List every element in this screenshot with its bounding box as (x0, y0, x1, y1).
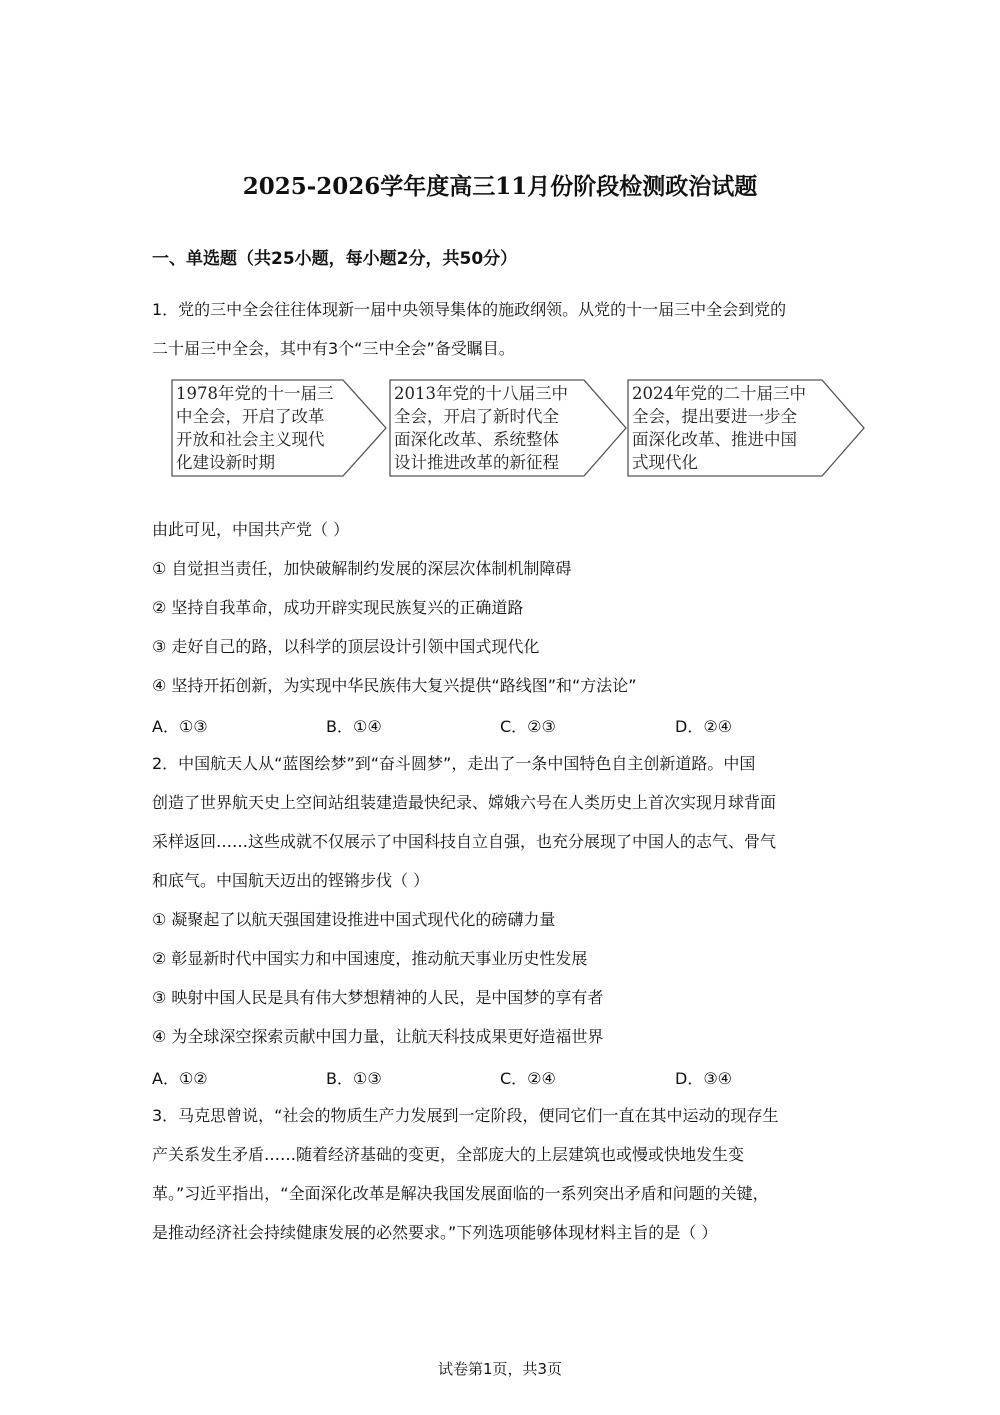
flow-box-3 (632, 382, 832, 474)
flow-box-2-line: 面深化改革、系统整体 (394, 430, 559, 449)
flow-box-1-line: 1978年党的十一届三 (176, 384, 334, 403)
q2-stem-line-3: 采样返回……这些成就不仅展示了中国科技自立自强，也充分展现了中国人的志气、骨气 (152, 832, 777, 851)
q2-item-4: ④ 为全球深空探索贡献中国力量，让航天科技成果更好造福世界 (152, 1027, 604, 1046)
q3-stem-line-4: 是推动经济社会持续健康发展的必然要求。”下列选项能够体现材料主旨的是（ ） (152, 1223, 718, 1242)
q1-option-b[interactable]: B．①④ (326, 717, 382, 736)
q1-option-c[interactable]: C．②③ (500, 717, 556, 736)
flow-box-1-line: 化建设新时期 (176, 453, 275, 472)
flow-box-2-line: 2013年党的十八届三中 (394, 384, 568, 403)
q2-stem-line-2: 创造了世界航天史上空间站组装建造最快纪录、嫦娥六号在人类历史上首次实现月球背面 (152, 793, 777, 812)
flow-box-3-line: 2024年党的二十届三中 (632, 384, 806, 403)
q2-stem-line-4: 和底气。中国航天迈出的铿锵步伐（ ） (152, 871, 430, 890)
q3-stem-line-3: 革。”习近平指出，“全面深化改革是解决我国发展面临的一系列突出矛盾和问题的关键， (152, 1184, 769, 1203)
q1-option-d[interactable]: D．②④ (675, 717, 733, 736)
flow-box-3-line: 面深化改革、推进中国 (632, 430, 797, 449)
q1-item-2: ② 坚持自我革命，成功开辟实现民族复兴的正确道路 (152, 598, 524, 617)
flow-box-1-line: 开放和社会主义现代 (176, 430, 325, 449)
flow-box-2-line: 全会，开启了新时代全 (394, 407, 559, 426)
q1-stem-line-2: 二十届三中全会，其中有3个“三中全会”备受瞩目。 (152, 339, 515, 358)
flow-box-1 (176, 382, 356, 474)
q1-item-1: ① 自觉担当责任，加快破解制约发展的深层次体制机制障碍 (152, 559, 572, 578)
page-footer: 试卷第1页，共3页 (437, 1360, 563, 1378)
q2-item-2: ② 彰显新时代中国实力和中国速度，推动航天事业历史性发展 (152, 949, 588, 968)
q2-option-b[interactable]: B．①③ (326, 1069, 382, 1088)
q2-stem-line-1: 2．中国航天人从“蓝图绘梦”到“奋斗圆梦”，走出了一条中国特色自主创新道路。中国 (152, 754, 756, 773)
q2-option-c[interactable]: C．②④ (500, 1069, 556, 1088)
flow-box-3-line: 全会，提出要进一步全 (632, 407, 797, 426)
q1-question: 由此可见，中国共产党（ ） (152, 520, 350, 539)
flow-box-2 (394, 382, 594, 474)
q1-stem-line-1: 1．党的三中全会往往体现新一届中央领导集体的施政纲领。从党的十一届三中全会到党的 (152, 300, 787, 319)
q2-item-1: ① 凝聚起了以航天强国建设推进中国式现代化的磅礴力量 (152, 910, 556, 929)
q1-flow-diagram (168, 378, 868, 482)
flow-box-1-line: 中全会，开启了改革 (176, 407, 325, 426)
q3-stem-line-1: 3．马克思曾说，“社会的物质生产力发展到一定阶段，便同它们一直在其中运动的现存生 (152, 1106, 779, 1125)
q1-item-4: ④ 坚持开拓创新，为实现中华民族伟大复兴提供“路线图”和“方法论” (152, 676, 637, 695)
section-heading: 一、单选题（共25小题，每小题2分，共50分） (152, 249, 518, 269)
q2-option-a[interactable]: A．①② (152, 1069, 208, 1088)
q2-option-d[interactable]: D．③④ (675, 1069, 733, 1088)
flow-box-3-line: 式现代化 (632, 453, 698, 472)
q1-option-a[interactable]: A．①③ (152, 717, 208, 736)
page-title: 2025-2026学年度高三11月份阶段检测政治试题 (242, 173, 758, 200)
q3-stem-line-2: 产关系发生矛盾……随着经济基础的变更，全部庞大的上层建筑也或慢或快地发生变 (152, 1145, 745, 1164)
q1-item-3: ③ 走好自己的路，以科学的顶层设计引领中国式现代化 (152, 637, 540, 656)
flow-box-2-line: 设计推进改革的新征程 (394, 453, 559, 472)
q2-item-3: ③ 映射中国人民是具有伟大梦想精神的人民，是中国梦的享有者 (152, 988, 604, 1007)
